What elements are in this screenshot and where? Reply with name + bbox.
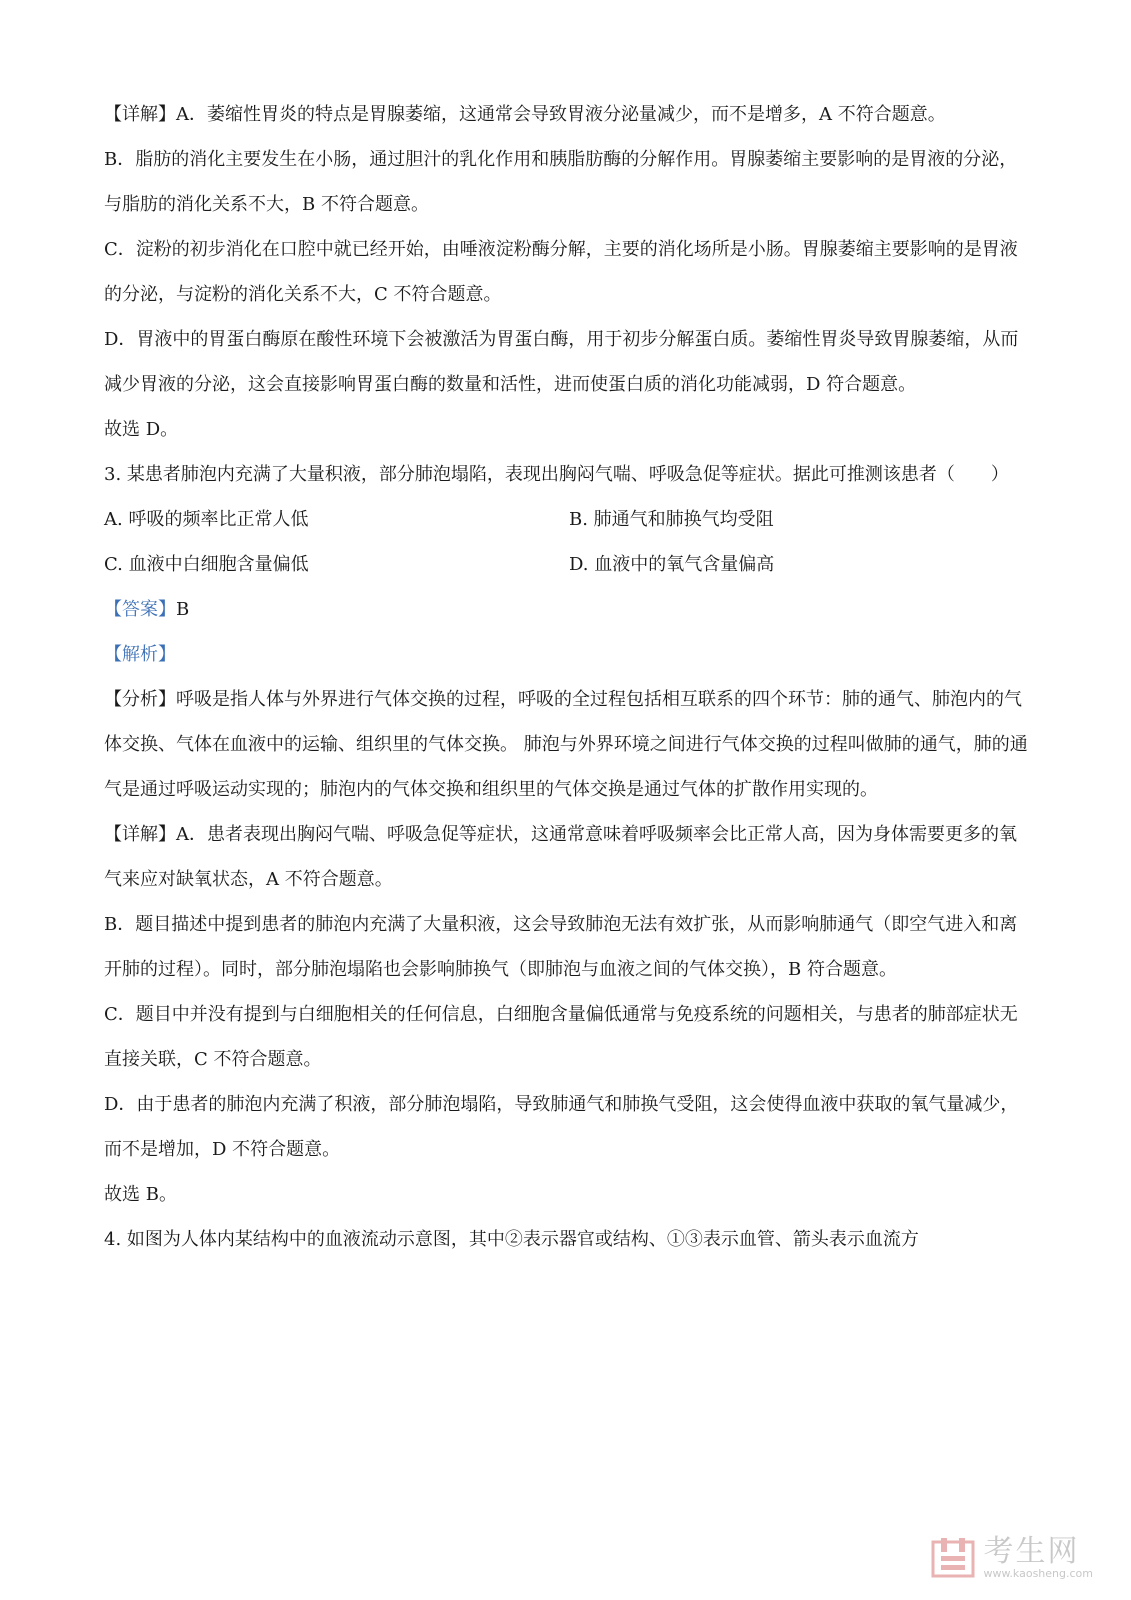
detail-label: 【详解】	[104, 824, 176, 845]
q2-detail-b: B．脂肪的消化主要发生在小肠，通过胆汁的乳化作用和胰脂肪酶的分解作用。胃腺萎缩主要影响的是胃液的分泌，与脂肪的消化关系不大，B 不符合题意。	[104, 149, 1018, 215]
q3-options-row-2	[104, 542, 1034, 587]
q3-detail-a-text: A．患者表现出胸闷气喘、呼吸急促等症状，这通常意味着呼吸频率会比正常人高，因为身体需要更多的氧气来应对缺氧状态，A 不符合题意。	[104, 824, 1017, 890]
q3-option-a: A. 呼吸的频率比正常人低	[104, 509, 309, 530]
document-body	[104, 92, 1034, 1262]
q3-detail-d: D．由于患者的肺泡内充满了积液，部分肺泡塌陷，导致肺通气和肺换气受阻，这会使得血液中获取的氧气量减少，而不是增加，D 不符合题意。	[104, 1094, 1019, 1160]
q3-detail-c: C．题目中并没有提到与白细胞相关的任何信息，白细胞含量偏低通常与免疫系统的问题相关，与患者的肺部症状无直接关联，C 不符合题意。	[104, 1004, 1018, 1070]
q2-detail-d: D．胃液中的胃蛋白酶原在酸性环境下会被激活为胃蛋白酶，用于初步分解蛋白质。萎缩性胃炎导致胃腺萎缩，从而减少胃液的分泌，这会直接影响胃蛋白酶的数量和活性，进而使蛋白质的消化功能减弱，D 符合题意。	[104, 329, 1019, 395]
q3-analysis-label	[104, 632, 1034, 677]
q2-detail-a-text: A．萎缩性胃炎的特点是胃腺萎缩，这通常会导致胃液分泌量减少，而不是增多，A 不符合题意。	[176, 104, 946, 125]
q3-analysis	[104, 677, 1034, 812]
q3-stem: 3. 某患者肺泡内充满了大量积液，部分肺泡塌陷，表现出胸闷气喘、呼吸急促等症状。据此可推测该患者（ ）	[104, 464, 1009, 485]
analysis-text: 呼吸是指人体与外界进行气体交换的过程，呼吸的全过程包括相互联系的四个环节：肺的通气、肺泡内的气体交换、气体在血液中的运输、组织里的气体交换。 肺泡与外界环境之间进行气体交换的过程叫做肺的通气，肺的通气是通过呼吸运动实现的；肺泡内的气体交换和组织里的气体交换是通过气体的扩散作用实现的。	[104, 689, 1028, 800]
q3-detail-a	[104, 812, 1034, 902]
watermark-text	[983, 1536, 1093, 1580]
detail-label: 【详解】	[104, 104, 176, 125]
q3-answer	[104, 587, 1034, 632]
watermark-name: 考生网	[983, 1534, 1080, 1569]
watermark	[931, 1536, 1093, 1580]
q2-conclusion: 故选 D。	[104, 419, 179, 440]
q2-detail-a	[104, 92, 1034, 137]
answer-value: B	[176, 599, 190, 620]
q3-option-c: C. 血液中白细胞含量偏低	[104, 554, 309, 575]
q3-option-d: D. 血液中的氧气含量偏高	[569, 554, 775, 575]
analysis-label: 【解析】	[104, 644, 176, 665]
q4-stem: 4. 如图为人体内某结构中的血液流动示意图，其中②表示器官或结构、①③表示血管、箭头表示血流方	[104, 1229, 919, 1250]
q3-conclusion: 故选 B。	[104, 1184, 177, 1205]
q2-detail-c: C．淀粉的初步消化在口腔中就已经开始，由唾液淀粉酶分解，主要的消化场所是小肠。胃腺萎缩主要影响的是胃液的分泌，与淀粉的消化关系不大，C 不符合题意。	[104, 239, 1018, 305]
q3-option-b: B. 肺通气和肺换气均受阻	[569, 509, 774, 530]
analysis-head: 【分析】	[104, 689, 176, 710]
watermark-url: www.kaosheng.com	[983, 1567, 1093, 1580]
answer-label: 【答案】	[104, 599, 176, 620]
q3-options-row-1	[104, 497, 1034, 542]
q3-detail-b: B．题目描述中提到患者的肺泡内充满了大量积液，这会导致肺泡无法有效扩张，从而影响肺通气（即空气进入和离开肺的过程）。同时，部分肺泡塌陷也会影响肺换气（即肺泡与血液之间的气体交换），B 符合题意。	[104, 914, 1018, 980]
kaosheng-logo-icon	[931, 1536, 975, 1580]
